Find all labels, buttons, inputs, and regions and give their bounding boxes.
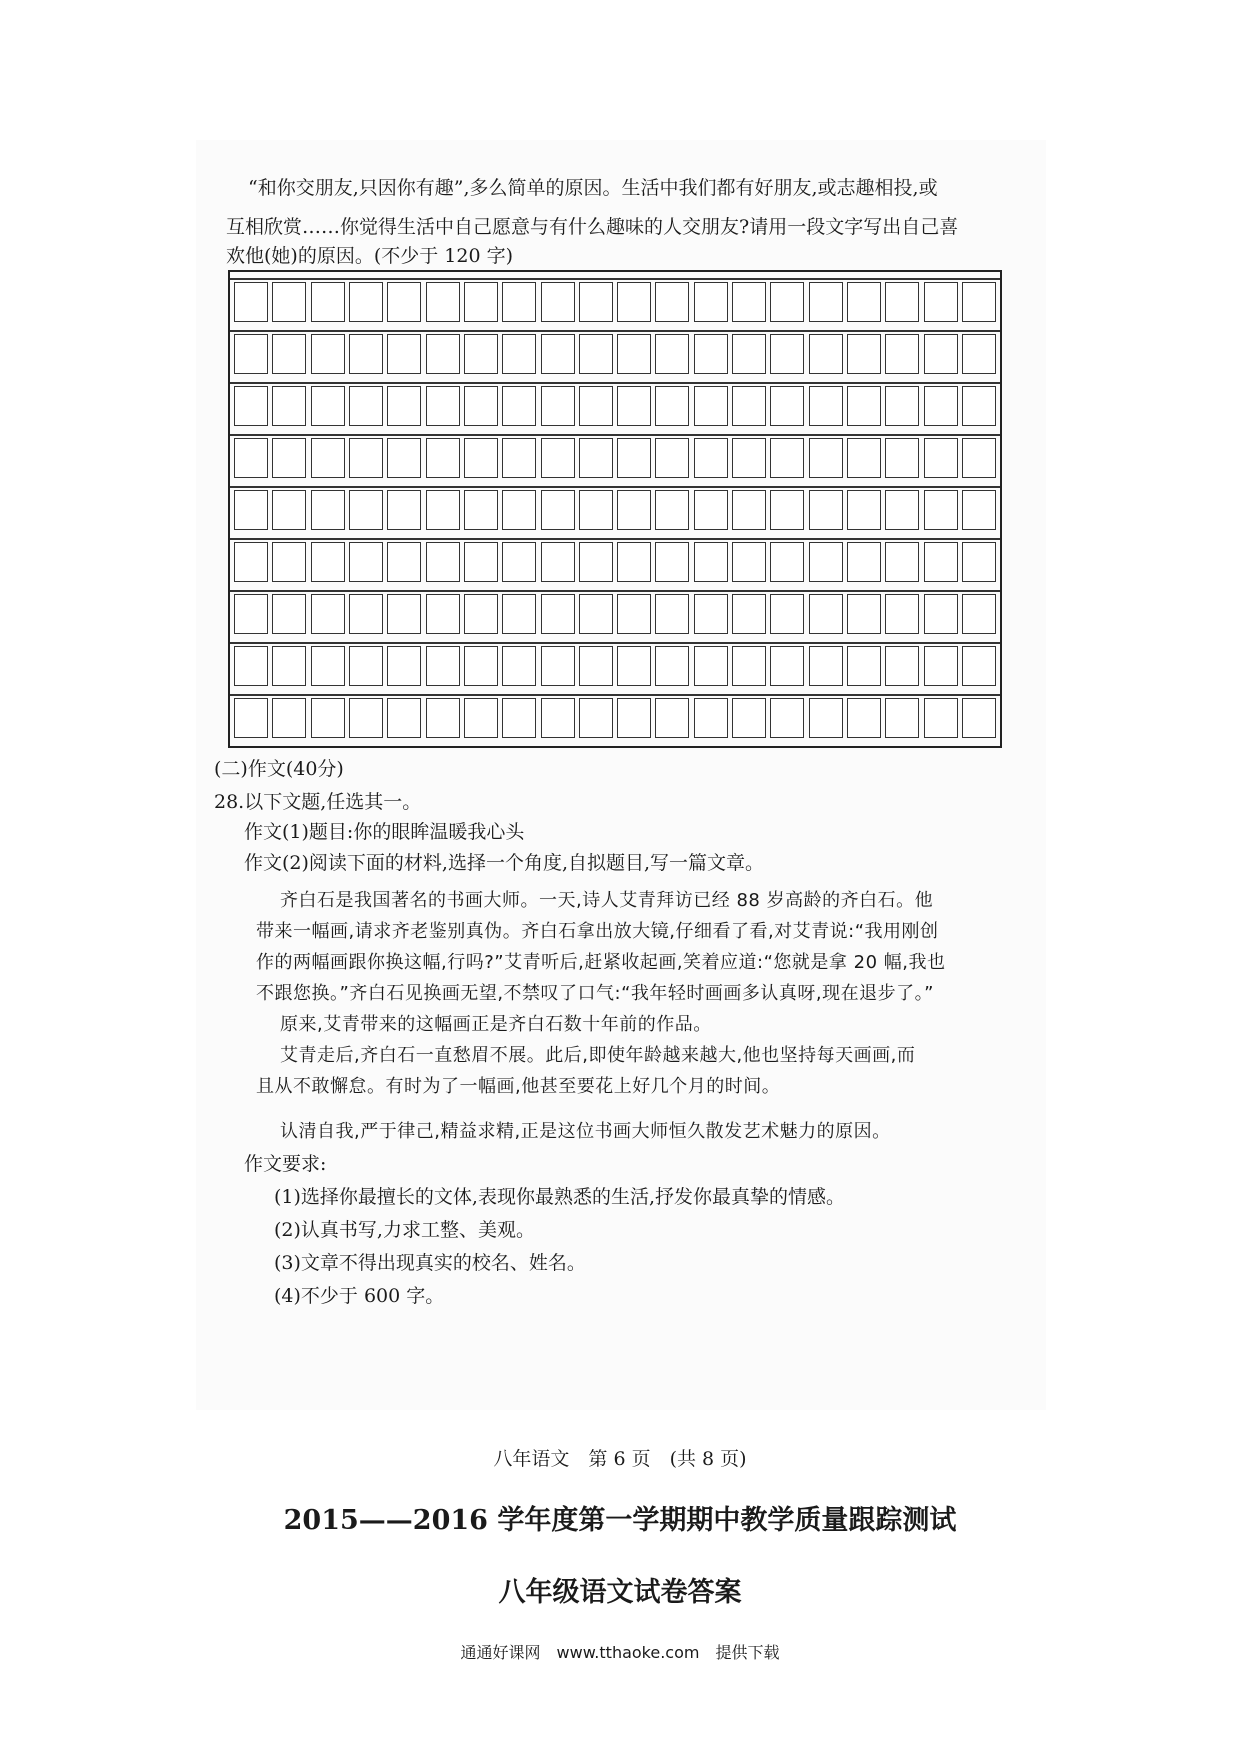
grid-cell[interactable]	[770, 646, 804, 686]
grid-cell[interactable]	[694, 646, 728, 686]
grid-cell[interactable]	[234, 594, 268, 634]
grid-cell[interactable]	[311, 594, 345, 634]
grid-cell[interactable]	[502, 438, 536, 478]
grid-cell[interactable]	[655, 542, 689, 582]
grid-row	[234, 490, 996, 532]
grid-cell[interactable]	[464, 646, 498, 686]
grid-cell[interactable]	[234, 282, 268, 322]
requirement-item: (2)认真书写,力求工整、美观。	[274, 1219, 535, 1241]
grid-row	[234, 386, 996, 428]
grid-cell[interactable]	[962, 438, 996, 478]
grid-row	[234, 334, 996, 376]
grid-cell[interactable]	[770, 490, 804, 530]
grid-cell[interactable]	[885, 698, 919, 738]
download-credit: 通通好课网 www.tthaoke.com 提供下载	[460, 1643, 780, 1662]
grid-cell[interactable]	[809, 282, 843, 322]
grid-cell[interactable]	[770, 334, 804, 374]
grid-cell[interactable]	[732, 490, 766, 530]
grid-cell[interactable]	[349, 490, 383, 530]
grid-cell[interactable]	[502, 282, 536, 322]
grid-cell[interactable]	[809, 386, 843, 426]
grid-cell[interactable]	[847, 698, 881, 738]
grid-cell[interactable]	[694, 594, 728, 634]
grid-cell[interactable]	[694, 438, 728, 478]
grid-cell[interactable]	[272, 282, 306, 322]
grid-cell[interactable]	[272, 594, 306, 634]
page-number-footer: 八年语文 第 6 页 (共 8 页)	[493, 1448, 747, 1470]
grid-cell[interactable]	[809, 438, 843, 478]
grid-cell[interactable]	[234, 386, 268, 426]
grid-cell[interactable]	[885, 490, 919, 530]
grid-cell[interactable]	[962, 490, 996, 530]
composition-option-1: 作文(1)题目:你的眼眸温暖我心头	[244, 821, 525, 843]
grid-cell[interactable]	[349, 542, 383, 582]
grid-cell[interactable]	[502, 386, 536, 426]
grid-cell[interactable]	[694, 386, 728, 426]
grid-cell[interactable]	[272, 490, 306, 530]
grid-cell[interactable]	[541, 594, 575, 634]
grid-cell[interactable]	[847, 282, 881, 322]
grid-cell[interactable]	[847, 490, 881, 530]
grid-cell[interactable]	[349, 594, 383, 634]
grid-cell[interactable]	[234, 698, 268, 738]
grid-cell[interactable]	[962, 282, 996, 322]
grid-cell[interactable]	[924, 542, 958, 582]
grid-cell[interactable]	[809, 334, 843, 374]
grid-cell[interactable]	[464, 594, 498, 634]
grid-row	[234, 646, 996, 688]
grid-cell[interactable]	[349, 334, 383, 374]
grid-cell[interactable]	[464, 334, 498, 374]
grid-cell[interactable]	[617, 386, 651, 426]
grid-cell[interactable]	[579, 386, 613, 426]
grid-cell[interactable]	[579, 698, 613, 738]
grid-cell[interactable]	[426, 334, 460, 374]
grid-cell[interactable]	[962, 698, 996, 738]
grid-cell[interactable]	[617, 594, 651, 634]
grid-cell[interactable]	[234, 646, 268, 686]
grid-cell[interactable]	[234, 542, 268, 582]
material-line: 作的两幅画跟你换这幅,行吗?”艾青听后,赶紧收起画,笑着应道:“您就是拿 20 幅,我也	[256, 952, 946, 973]
grid-cell[interactable]	[655, 594, 689, 634]
grid-cell[interactable]	[770, 594, 804, 634]
grid-cell[interactable]	[426, 438, 460, 478]
grid-cell[interactable]	[732, 438, 766, 478]
grid-cell[interactable]	[655, 698, 689, 738]
grid-cell[interactable]	[885, 594, 919, 634]
grid-cell[interactable]	[847, 542, 881, 582]
grid-cell[interactable]	[311, 646, 345, 686]
grid-cell[interactable]	[885, 542, 919, 582]
grid-cell[interactable]	[694, 334, 728, 374]
grid-cell[interactable]	[502, 542, 536, 582]
grid-cell[interactable]	[770, 698, 804, 738]
grid-cell[interactable]	[885, 646, 919, 686]
grid-cell[interactable]	[579, 490, 613, 530]
grid-cell[interactable]	[770, 282, 804, 322]
grid-cell[interactable]	[579, 594, 613, 634]
requirements-label: 作文要求:	[244, 1153, 327, 1175]
grid-cell[interactable]	[655, 386, 689, 426]
grid-cell[interactable]	[426, 282, 460, 322]
grid-row	[234, 594, 996, 636]
grid-cell[interactable]	[541, 490, 575, 530]
material-line: 齐白石是我国著名的书画大师。一天,诗人艾青拜访已经 88 岁高龄的齐白石。他	[280, 890, 934, 911]
grid-cell[interactable]	[464, 490, 498, 530]
grid-cell[interactable]	[579, 282, 613, 322]
grid-cell[interactable]	[732, 698, 766, 738]
grid-cell[interactable]	[272, 438, 306, 478]
grid-cell[interactable]	[694, 490, 728, 530]
grid-cell[interactable]	[426, 490, 460, 530]
grid-cell[interactable]	[809, 594, 843, 634]
grid-cell[interactable]	[617, 698, 651, 738]
grid-cell[interactable]	[962, 386, 996, 426]
exercise-prompt-line-1: “和你交朋友,只因你有趣”,多么简单的原因。生活中我们都有好朋友,或志趣相投,或	[248, 177, 938, 199]
grid-cell[interactable]	[272, 334, 306, 374]
grid-cell[interactable]	[579, 334, 613, 374]
grid-cell[interactable]	[924, 438, 958, 478]
grid-cell[interactable]	[655, 438, 689, 478]
grid-cell[interactable]	[541, 438, 575, 478]
grid-cell[interactable]	[617, 282, 651, 322]
material-line: 不跟您换。”齐白石见换画无望,不禁叹了口气:“我年轻时画画多认真呀,现在退步了。”	[256, 983, 934, 1004]
grid-cell[interactable]	[234, 334, 268, 374]
grid-cell[interactable]	[311, 490, 345, 530]
grid-cell[interactable]	[349, 386, 383, 426]
material-line: 原来,艾青带来的这幅画正是齐白石数十年前的作品。	[280, 1014, 712, 1035]
grid-cell[interactable]	[387, 386, 421, 426]
grid-cell[interactable]	[541, 386, 575, 426]
grid-cell[interactable]	[387, 490, 421, 530]
grid-cell[interactable]	[694, 698, 728, 738]
grid-cell[interactable]	[272, 698, 306, 738]
grid-cell[interactable]	[387, 334, 421, 374]
grid-cell[interactable]	[885, 334, 919, 374]
grid-cell[interactable]	[311, 438, 345, 478]
grid-cell[interactable]	[655, 334, 689, 374]
grid-cell[interactable]	[579, 438, 613, 478]
grid-cell[interactable]	[387, 282, 421, 322]
material-line: 且从不敢懈怠。有时为了一幅画,他甚至要花上好几个月的时间。	[256, 1076, 781, 1097]
grid-cell[interactable]	[847, 594, 881, 634]
grid-cell[interactable]	[732, 386, 766, 426]
grid-cell[interactable]	[655, 282, 689, 322]
grid-cell[interactable]	[464, 698, 498, 738]
grid-cell[interactable]	[770, 438, 804, 478]
grid-cell[interactable]	[732, 542, 766, 582]
material-line: 认清自我,严于律己,精益求精,正是这位书画大师恒久散发艺术魅力的原因。	[280, 1121, 891, 1142]
answer-title-line-2: 八年级语文试卷答案	[498, 1577, 742, 1608]
grid-cell[interactable]	[349, 698, 383, 738]
grid-cell[interactable]	[464, 282, 498, 322]
grid-cell[interactable]	[311, 698, 345, 738]
grid-cell[interactable]	[732, 334, 766, 374]
grid-cell[interactable]	[847, 438, 881, 478]
grid-cell[interactable]	[924, 386, 958, 426]
grid-cell[interactable]	[770, 542, 804, 582]
grid-cell[interactable]	[962, 542, 996, 582]
grid-cell[interactable]	[732, 646, 766, 686]
grid-cell[interactable]	[694, 542, 728, 582]
grid-cell[interactable]	[426, 386, 460, 426]
requirement-item: (4)不少于 600 字。	[274, 1285, 445, 1307]
grid-cell[interactable]	[502, 594, 536, 634]
grid-cell[interactable]	[349, 438, 383, 478]
grid-cell[interactable]	[387, 438, 421, 478]
grid-cell[interactable]	[387, 698, 421, 738]
grid-cell[interactable]	[579, 646, 613, 686]
grid-cell[interactable]	[847, 334, 881, 374]
grid-cell[interactable]	[655, 490, 689, 530]
grid-row	[234, 698, 996, 740]
grid-cell[interactable]	[426, 698, 460, 738]
grid-row	[234, 438, 996, 480]
grid-cell[interactable]	[732, 594, 766, 634]
grid-cell[interactable]	[962, 334, 996, 374]
grid-cell[interactable]	[502, 334, 536, 374]
grid-cell[interactable]	[234, 438, 268, 478]
grid-cell[interactable]	[541, 698, 575, 738]
composition-section-heading: (二)作文(40分)	[214, 758, 344, 780]
grid-cell[interactable]	[502, 698, 536, 738]
grid-cell[interactable]	[349, 282, 383, 322]
grid-cell[interactable]	[502, 490, 536, 530]
grid-cell[interactable]	[770, 386, 804, 426]
exercise-prompt-line-3: 欢他(她)的原因。(不少于 120 字)	[226, 245, 513, 267]
grid-cell[interactable]	[541, 334, 575, 374]
grid-cell[interactable]	[464, 438, 498, 478]
exercise-prompt-line-2: 互相欣赏……你觉得生活中自己愿意与有什么趣味的人交朋友?请用一段文字写出自己喜	[226, 216, 959, 238]
grid-cell[interactable]	[502, 646, 536, 686]
grid-cell[interactable]	[541, 646, 575, 686]
grid-cell[interactable]	[387, 594, 421, 634]
grid-cell[interactable]	[579, 542, 613, 582]
grid-cell[interactable]	[617, 334, 651, 374]
grid-cell[interactable]	[809, 646, 843, 686]
grid-cell[interactable]	[311, 542, 345, 582]
grid-cell[interactable]	[809, 698, 843, 738]
grid-row	[234, 542, 996, 584]
question-28: 28.以下文题,任选其一。	[214, 791, 422, 813]
grid-cell[interactable]	[732, 282, 766, 322]
grid-cell[interactable]	[426, 646, 460, 686]
grid-cell[interactable]	[311, 282, 345, 322]
grid-cell[interactable]	[617, 438, 651, 478]
grid-cell[interactable]	[809, 490, 843, 530]
grid-cell[interactable]	[272, 542, 306, 582]
answer-title-line-1: 2015——2016 学年度第一学期期中教学质量跟踪测试	[283, 1505, 957, 1536]
grid-cell[interactable]	[924, 334, 958, 374]
grid-cell[interactable]	[617, 646, 651, 686]
grid-cell[interactable]	[809, 542, 843, 582]
grid-cell[interactable]	[694, 282, 728, 322]
grid-cell[interactable]	[311, 386, 345, 426]
grid-cell[interactable]	[464, 542, 498, 582]
requirement-item: (3)文章不得出现真实的校名、姓名。	[274, 1252, 586, 1274]
grid-cell[interactable]	[924, 490, 958, 530]
grid-cell[interactable]	[234, 490, 268, 530]
grid-cell[interactable]	[617, 490, 651, 530]
grid-cell[interactable]	[541, 282, 575, 322]
writing-grid[interactable]	[228, 270, 1002, 748]
grid-cell[interactable]	[885, 386, 919, 426]
grid-cell[interactable]	[924, 698, 958, 738]
grid-cell[interactable]	[464, 386, 498, 426]
grid-cell[interactable]	[847, 386, 881, 426]
grid-cell[interactable]	[426, 594, 460, 634]
grid-cell[interactable]	[272, 386, 306, 426]
grid-cell[interactable]	[387, 646, 421, 686]
material-line: 带来一幅画,请求齐老鉴别真伪。齐白石拿出放大镜,仔细看了看,对艾青说:“我用刚创	[256, 921, 939, 942]
grid-cell[interactable]	[962, 594, 996, 634]
grid-cell[interactable]	[885, 282, 919, 322]
grid-cell[interactable]	[847, 646, 881, 686]
grid-row	[234, 282, 996, 324]
grid-cell[interactable]	[924, 646, 958, 686]
grid-cell[interactable]	[924, 282, 958, 322]
grid-cell[interactable]	[387, 542, 421, 582]
grid-cell[interactable]	[272, 646, 306, 686]
grid-cell[interactable]	[311, 334, 345, 374]
material-line: 艾青走后,齐白石一直愁眉不展。此后,即使年龄越来越大,他也坚持每天画画,而	[280, 1045, 916, 1066]
grid-cell[interactable]	[924, 594, 958, 634]
grid-cell[interactable]	[617, 542, 651, 582]
grid-cell[interactable]	[426, 542, 460, 582]
grid-cell[interactable]	[885, 438, 919, 478]
grid-cell[interactable]	[962, 646, 996, 686]
requirement-item: (1)选择你最擅长的文体,表现你最熟悉的生活,抒发你最真挚的情感。	[274, 1186, 845, 1208]
grid-cell[interactable]	[655, 646, 689, 686]
grid-cell[interactable]	[349, 646, 383, 686]
composition-option-2: 作文(2)阅读下面的材料,选择一个角度,自拟题目,写一篇文章。	[244, 852, 765, 874]
grid-cell[interactable]	[541, 542, 575, 582]
